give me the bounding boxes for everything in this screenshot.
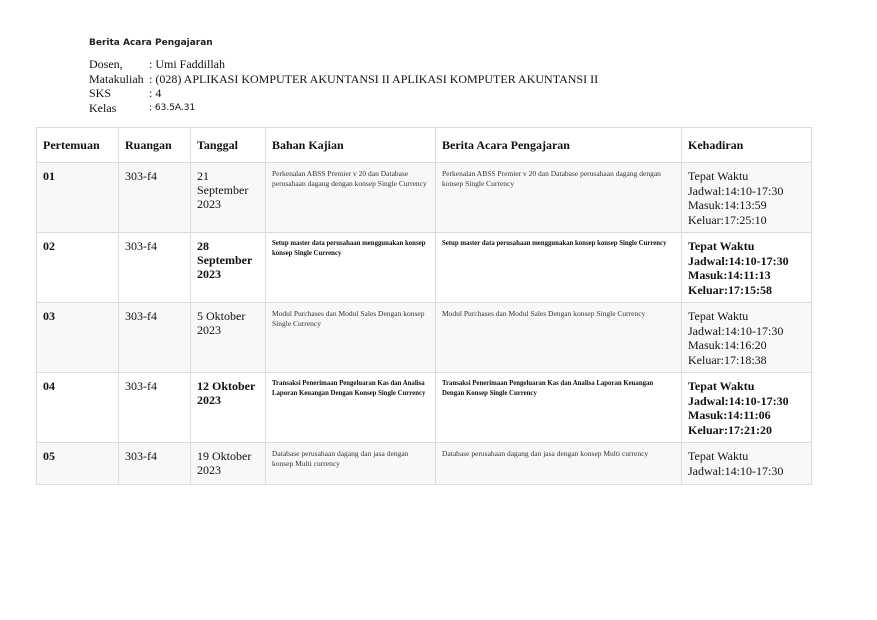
- cell-ruangan: 303-f4: [119, 443, 191, 485]
- cell-tanggal: 21 September 2023: [191, 163, 266, 233]
- column-header-pertemuan: Pertemuan: [37, 128, 119, 163]
- column-header-berita-acara: Berita Acara Pengajaran: [436, 128, 682, 163]
- cell-pertemuan: 04: [37, 373, 119, 443]
- cell-tanggal: 28 September 2023: [191, 233, 266, 303]
- cell-pertemuan: 02: [37, 233, 119, 303]
- cell-tanggal: 12 Oktober 2023: [191, 373, 266, 443]
- cell-berita-acara: Setup master data perusahaan menggunakan konsep konsep Single Currency: [436, 233, 682, 303]
- table-row: [37, 303, 812, 373]
- info-row-sks: [89, 86, 598, 101]
- attendance-schedule: Jadwal:14:10-17:30: [688, 323, 784, 338]
- info-value: : 63.5A.31: [149, 102, 196, 113]
- cell-berita-acara: Modul Purchases dan Modul Sales Dengan konsep Single Currency: [436, 303, 682, 373]
- cell-kehadiran: [682, 233, 812, 303]
- attendance-in: Masuk:14:11:06: [688, 408, 771, 423]
- table-row: [37, 233, 812, 303]
- column-header-kehadiran: Kehadiran: [682, 128, 812, 163]
- info-row-matakuliah: [89, 72, 598, 87]
- table-row: [37, 373, 812, 443]
- cell-bahan-kajian: Perkenalan ABSS Premier v 20 dan Database perusahaan dagang dengan konsep Single Currency: [266, 163, 436, 233]
- cell-kehadiran: [682, 303, 812, 373]
- cell-pertemuan: 05: [37, 443, 119, 485]
- info-value: : (028) APLIKASI KOMPUTER AKUNTANSI II APLIKASI KOMPUTER AKUNTANSI II: [149, 71, 599, 86]
- cell-kehadiran: [682, 163, 812, 233]
- info-value: : 4: [149, 86, 162, 100]
- cell-ruangan: 303-f4: [119, 163, 191, 233]
- cell-pertemuan: 01: [37, 163, 119, 233]
- cell-tanggal: 5 Oktober 2023: [191, 303, 266, 373]
- cell-berita-acara: Database perusahaan dagang dan jasa dengan konsep Multi currency: [436, 443, 682, 485]
- cell-berita-acara: Transaksi Penerimaan Pengeluaran Kas dan Analisa Laporan Keuangan Dengan Konsep Single Currency: [436, 373, 682, 443]
- attendance-schedule: Jadwal:14:10-17:30: [688, 393, 789, 408]
- info-label: SKS: [89, 86, 112, 100]
- attendance-out: Keluar:17:18:38: [688, 352, 767, 367]
- column-header-bahan-kajian: Bahan Kajian: [266, 128, 436, 163]
- attendance-status: Tepat Waktu: [688, 449, 749, 463]
- document-title: Berita Acara Pengajaran: [89, 38, 213, 48]
- course-info: [89, 57, 598, 115]
- attendance-in: Masuk:14:16:20: [688, 338, 767, 353]
- attendance-status: Tepat Waktu: [688, 239, 755, 253]
- table-row: [37, 163, 812, 233]
- info-label: Matakuliah: [89, 71, 144, 86]
- cell-ruangan: 303-f4: [119, 373, 191, 443]
- cell-ruangan: 303-f4: [119, 233, 191, 303]
- attendance-out: Keluar:17:15:58: [688, 282, 772, 297]
- info-label: Dosen,: [89, 57, 123, 71]
- attendance-out: Keluar:17:21:20: [688, 422, 772, 437]
- info-label: Kelas: [89, 100, 117, 115]
- column-header-ruangan: Ruangan: [119, 128, 191, 163]
- table-row: [37, 443, 812, 485]
- attendance-schedule: Jadwal:14:10-17:30: [688, 253, 789, 268]
- attendance-schedule: Jadwal:14:10-17:30: [688, 463, 784, 478]
- column-header-tanggal: Tanggal: [191, 128, 266, 163]
- cell-tanggal: 19 Oktober 2023: [191, 443, 266, 485]
- cell-ruangan: 303-f4: [119, 303, 191, 373]
- attendance-in: Masuk:14:11:13: [688, 268, 771, 283]
- cell-pertemuan: 03: [37, 303, 119, 373]
- cell-bahan-kajian: Modul Purchases dan Modul Sales Dengan konsep Single Currency: [266, 303, 436, 373]
- info-row-kelas: [89, 101, 598, 116]
- info-value: : Umi Faddillah: [149, 57, 225, 71]
- cell-kehadiran: [682, 443, 812, 485]
- cell-bahan-kajian: Transaksi Penerimaan Pengeluaran Kas dan Analisa Laporan Keuangan Dengan Konsep Single Currency: [266, 373, 436, 443]
- table-header-row: [37, 128, 812, 163]
- attendance-status: Tepat Waktu: [688, 169, 749, 183]
- attendance-in: Masuk:14:13:59: [688, 198, 767, 213]
- info-row-dosen: [89, 57, 598, 72]
- cell-kehadiran: [682, 373, 812, 443]
- attendance-schedule: Jadwal:14:10-17:30: [688, 183, 784, 198]
- cell-berita-acara: Perkenalan ABSS Premier v 20 dan Database perusahaan dagang dengan konsep Single Currency: [436, 163, 682, 233]
- attendance-out: Keluar:17:25:10: [688, 212, 767, 227]
- attendance-status: Tepat Waktu: [688, 309, 749, 323]
- attendance-status: Tepat Waktu: [688, 379, 755, 393]
- cell-bahan-kajian: Database perusahaan dagang dan jasa dengan konsep Multi currency: [266, 443, 436, 485]
- cell-bahan-kajian: Setup master data perusahaan menggunakan konsep konsep Single Currency: [266, 233, 436, 303]
- attendance-table: [36, 127, 812, 485]
